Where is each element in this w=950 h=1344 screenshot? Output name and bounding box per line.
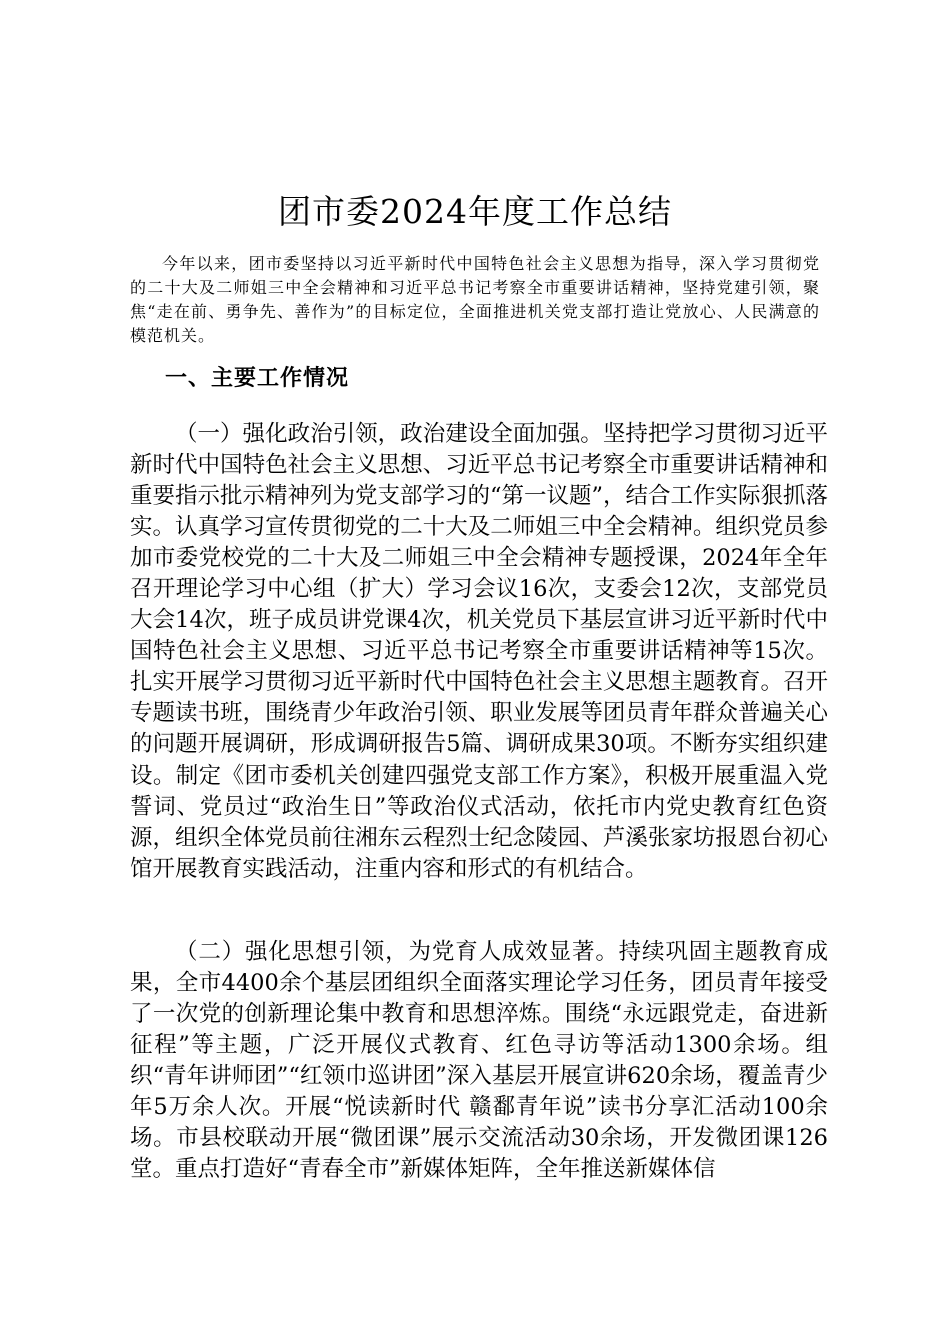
page-title: 团市委2024年度工作总结 [278,192,672,232]
intro-paragraph: 今年以来，团市委坚持以习近平新时代中国特色社会主义思想为指导，深入学习贯彻党的二十大及二师姐三中全会精神和习近平总书记考察全市重要讲话精神，坚持党建引领，聚焦“走在前、勇争先、善作为”的目标定位，全面推进机关党支部打造让党放心、人民满意的模范机关。 [130,254,820,345]
body-paragraph: （一）强化政治引领，政治建设全面加强。坚持把学习贯彻习近平新时代中国特色社会主义思想、习近平总书记考察全市重要讲话精神和重要指示批示精神列为党支部学习的“第一议题”，结合工作实际狠抓落实。认真学习宣传贯彻党的二十大及二师姐三中全会精神。组织党员参加市委党校党的二十大及二师姐三中全会精神专题授课，2024年全年召开理论学习中心组（扩大）学习会议16次，支委会12次，支部党员大会14次，班子成员讲党课4次，机关党员下基层宣讲习近平新时代中国特色社会主义思想、习近平总书记考察全市重要讲话精神等15次。扎实开展学习贯彻习近平新时代中国特色社会主义思想主题教育。召开专题读书班，围绕青少年政治引领、职业发展等团员青年群众普遍关心的问题开展调研，形成调研报告5篇、调研成果30项。不断夯实组织建设。制定《团市委机关创建四强党支部工作方案》，积极开展重温入党誓词、党员过“政治生日”等政治仪式活动，依托市内党史教育红色资源，组织全体党员前往湘东云程烈士纪念陵园、芦溪张家坊报恩台初心馆开展教育实践活动，注重内容和形式的有机结合。 [130,420,829,882]
section-heading: 一、主要工作情况 [165,366,350,392]
body-paragraph: （二）强化思想引领，为党育人成效显著。持续巩固主题教育成果，全市4400余个基层团组织全面落实理论学习任务，团员青年接受了一次党的创新理论集中教育和思想淬炼。围绕“永远跟党走，奋进新征程”等主题，广泛开展仪式教育、红色寻访等活动1300余场。组织“青年讲师团”“红领巾巡讲团”深入基层开展宣讲620余场，覆盖青少年5万余人次。开展“悦读新时代 赣鄱青年说”读书分享汇活动100余场。市县校联动开展“微团课”展示交流活动30余场，开发微团课126堂。重点打造好“青春全市”新媒体矩阵，全年推送新媒体信 [130,938,828,1183]
